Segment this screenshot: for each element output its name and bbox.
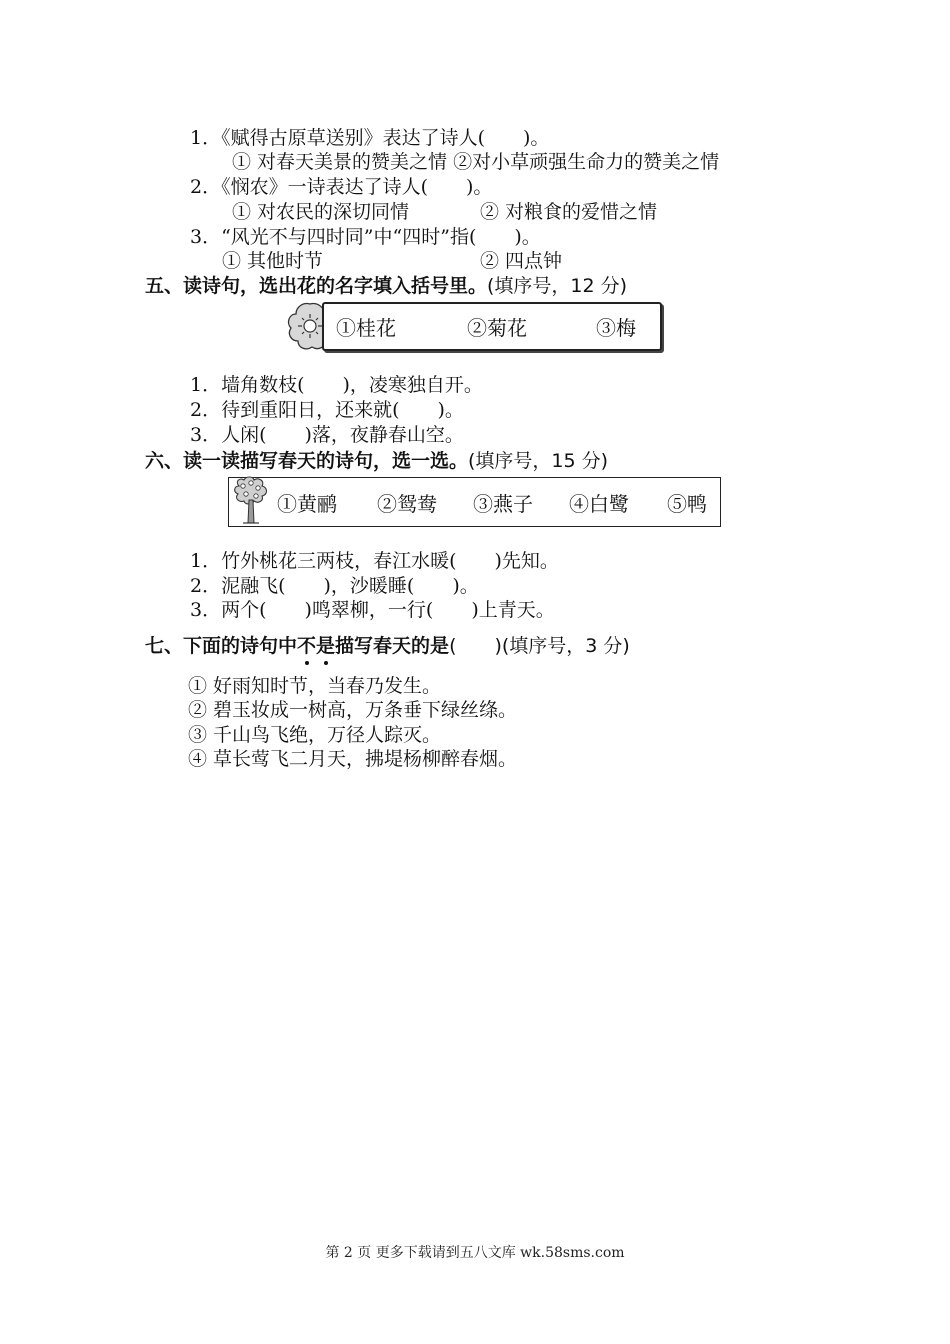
section-6-options-box xyxy=(228,477,721,527)
section-7-option-2: ② 碧玉妆成一树高，万条垂下绿丝绦。 xyxy=(188,699,518,721)
section-7-option-1: ① 好雨知时节，当春乃发生。 xyxy=(188,675,442,697)
page-footer: 第 2 页 更多下载请到五八文库 wk.58sms.com xyxy=(325,1245,625,1261)
question-6-3: 3．两个( )鸣翠柳，一行( )上青天。 xyxy=(190,599,555,621)
question-5-1: 1．墙角数枝( )，凌寒独自开。 xyxy=(190,374,483,396)
emphasis-not: 不 xyxy=(297,635,317,657)
question-5-3: 3．人闲( )落，夜静春山空。 xyxy=(190,424,464,446)
question-4-3-option-1: ① 其他时节 xyxy=(222,250,324,272)
option-mandarin-duck: ②鸳鸯 xyxy=(377,491,437,516)
question-4-1: 1．《赋得古原草送别》表达了诗人( )。 xyxy=(190,127,550,149)
section-6-note: (填序号，15 分) xyxy=(468,450,609,472)
section-5-heading xyxy=(145,274,627,298)
section-7-title-pre: 七、下面的诗句中 xyxy=(145,635,298,657)
section-5-title: 五、读诗句，选出花的名字填入括号里。 xyxy=(145,275,488,297)
section-7-title-post: 描写春天的是 xyxy=(335,635,450,657)
section-5-note: (填序号，12 分) xyxy=(487,275,628,297)
option-plum: ③梅 xyxy=(596,316,636,340)
tree-icon xyxy=(231,476,271,526)
option-swallow: ③燕子 xyxy=(473,491,533,516)
section-7-option-4: ④ 草长莺飞二月天，拂堤杨柳醉春烟。 xyxy=(188,748,518,770)
option-egret: ④白鹭 xyxy=(569,491,629,516)
section-6-title: 六、读一读描写春天的诗句，选一选。 xyxy=(145,450,469,472)
option-duck: ⑤鸭 xyxy=(667,491,707,516)
section-7-option-3: ③ 千山鸟飞绝，万径人踪灭。 xyxy=(188,724,442,746)
option-oriole: ①黄鹂 xyxy=(277,491,337,516)
question-4-3: 3．“风光不与四时同”中“四时”指( )。 xyxy=(190,226,541,248)
question-4-2-option-2: ② 对粮食的爱惜之情 xyxy=(480,201,658,223)
question-4-2-option-1: ① 对农民的深切同情 xyxy=(232,201,410,223)
section-7-note: ( )(填序号，3 分) xyxy=(449,635,630,657)
section-6-heading xyxy=(145,449,608,473)
section-7-heading xyxy=(145,634,630,658)
question-5-2: 2．待到重阳日，还来就( )。 xyxy=(190,399,464,421)
question-6-2: 2．泥融飞( )，沙暖睡( )。 xyxy=(190,575,479,597)
question-6-1: 1．竹外桃花三两枝，春江水暖( )先知。 xyxy=(190,550,559,572)
option-osmanthus: ①桂花 xyxy=(336,316,396,340)
section-5-options-box xyxy=(322,302,662,351)
question-4-2: 2．《悯农》一诗表达了诗人( )。 xyxy=(190,176,493,198)
emphasis-is: 是 xyxy=(316,635,336,657)
option-chrysanthemum: ②菊花 xyxy=(467,316,527,340)
question-4-1-options: ① 对春天美景的赞美之情 ②对小草顽强生命力的赞美之情 xyxy=(232,151,720,173)
question-4-3-option-2: ② 四点钟 xyxy=(480,250,563,272)
